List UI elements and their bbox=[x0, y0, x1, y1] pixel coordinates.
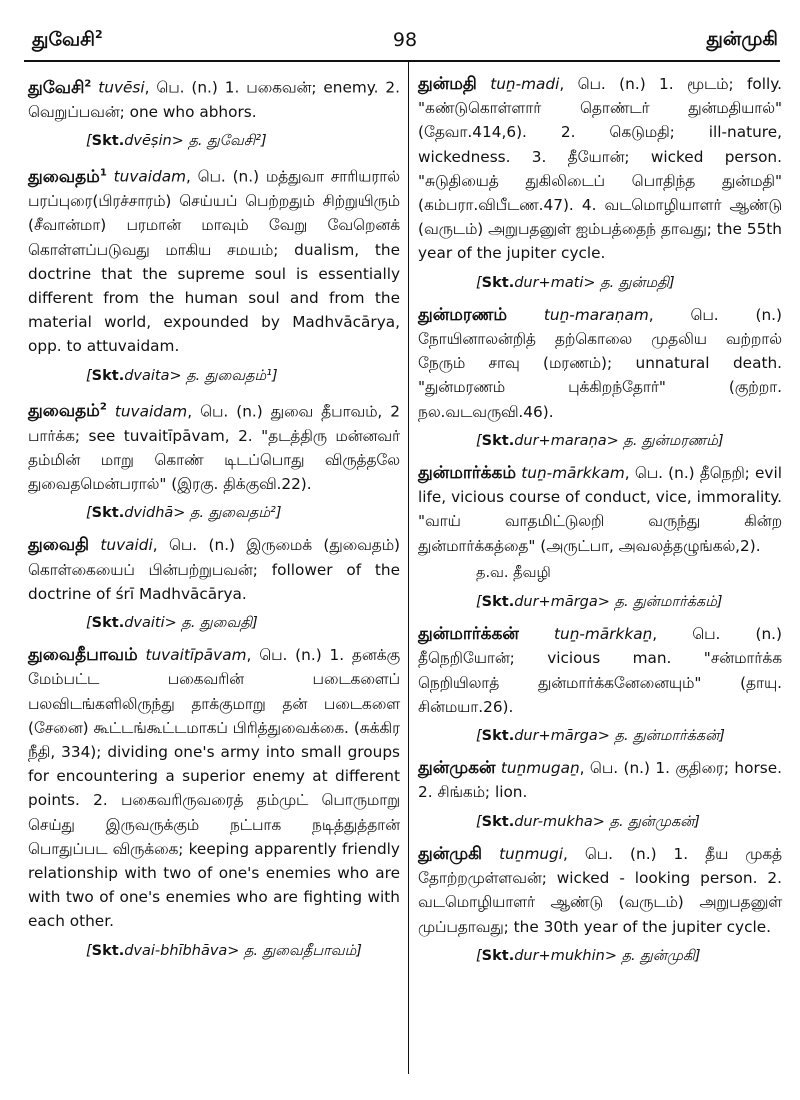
entry-etymology bbox=[418, 810, 782, 834]
entry-headword bbox=[28, 78, 91, 98]
etymology-open: [ bbox=[476, 274, 482, 291]
entry-definition: , பெ. (n.) துவை தீபாவம், 2 பார்க்க; see tuvaitīpāvam, 2. "தடத்திரு மன்னவர் தம்மின் மாறு கொண் டிடப்பொது விருத்தலே துவைதமென்பரால்" (இரகு. திக்குவி.22). bbox=[28, 402, 400, 494]
etymology-open: [ bbox=[86, 367, 92, 384]
entry-note: த.வ. தீவழி bbox=[476, 564, 551, 581]
dictionary-entry bbox=[418, 622, 782, 719]
entry-headword bbox=[28, 645, 138, 665]
entry-definition: , பெ. (n.) நோயினாலன்றித் தற்கொலை முதலிய வற்றால் நேரும் சாவு (மரணம்); unnatural death. "துன்மரணம் புக்கிறந்தோர்" (குற்றா. நல.வடவருவி.46). bbox=[418, 305, 782, 421]
entry-headword bbox=[28, 401, 107, 421]
etymology-open: [ bbox=[86, 505, 92, 522]
dictionary-entry bbox=[418, 842, 782, 939]
entry-definition: , பெ. (n.) தீநெறி; evil life, vicious course of conduct, vice, immorality. "வாய் வாதமிட்டுலறி வருந்து கின்ற துன்மார்க்கத்தை" (அருட்பா, அவலத்தழுங்கல்,2). bbox=[418, 464, 782, 555]
etymology-source: Skt. bbox=[91, 942, 125, 959]
headword-text: துன்மார்க்கன் bbox=[418, 624, 519, 645]
headword-text: துவேசி bbox=[28, 77, 85, 98]
entry-etymology bbox=[418, 271, 782, 295]
etymology-open: [ bbox=[476, 432, 482, 449]
entry-etymology bbox=[28, 939, 400, 963]
etymology-source: Skt. bbox=[481, 432, 515, 449]
headword-text: துன்மதி bbox=[418, 74, 477, 94]
entry-etymology bbox=[28, 611, 400, 635]
etymology-text: dur+maraṇa> த. துன்மரணம்] bbox=[514, 432, 724, 449]
etymology-source: Skt. bbox=[481, 274, 515, 291]
entry-etymology bbox=[418, 590, 782, 614]
headword-text: துவைதி bbox=[28, 535, 90, 556]
entry-headword bbox=[418, 758, 495, 778]
entry-definition: , பெ. (n.) 1. தனக்கு மேம்பட்ட பகைவரின் படைகளைப் பலவிடங்களிலிருந்து தாக்குமாறு தன் படைகளை (சேனை) கூட்டங்கூட்டமாகப் பிரித்துவைக்கை. (சுக்கிர நீதி, 334); dividing one's army into small groups for encountering a superior enemy at different points. 2. பகைவரிருவரைத் தம்முட் பொருமாறு செய்து இருவருக்கும் நட்பாக நடித்துத்தான் பொதுப்பட விருக்கை; keeping apparently friendly relationship with two of one's enemies who are with two of one's enemies who are fighting with each other. bbox=[28, 646, 400, 931]
etymology-source: Skt. bbox=[91, 505, 125, 522]
headword-text: துவைதம் bbox=[28, 401, 100, 422]
entry-headword bbox=[418, 305, 507, 325]
headword-text: துன்மரணம் bbox=[418, 304, 508, 325]
entry-transliteration: tuvēsi bbox=[98, 78, 145, 97]
headword-text: துவைதீபாவம் bbox=[28, 645, 138, 666]
etymology-text: dvai-bhībhāva> த. துவைதீபாவம்] bbox=[124, 942, 362, 959]
running-header bbox=[32, 26, 778, 56]
etymology-text: dvidhā> த. துவைதம்²] bbox=[124, 505, 282, 522]
etymology-open: [ bbox=[86, 133, 92, 150]
entry-etymology bbox=[28, 364, 400, 388]
dictionary-entry bbox=[28, 643, 400, 933]
etymology-source: Skt. bbox=[481, 947, 515, 964]
etymology-text: dur+mukhin> த. துன்முகி] bbox=[514, 947, 701, 964]
dictionary-entry bbox=[418, 303, 782, 424]
entry-etymology bbox=[418, 944, 782, 968]
dictionary-entry bbox=[28, 161, 400, 358]
entry-etymology bbox=[418, 429, 782, 453]
etymology-source: Skt. bbox=[481, 728, 515, 745]
etymology-open: [ bbox=[476, 728, 482, 745]
entry-definition: , பெ. (n.) 1. தீய முகத் தோற்றமுள்ளவன்; wicked - looking person. 2. வடமொழியாளர் ஆண்டு (வருடம்) அறுபதனுள் முப்பதாவது; the 30th year of the jupiter cycle. bbox=[418, 844, 782, 936]
etymology-source: Skt. bbox=[481, 594, 515, 611]
etymology-source: Skt. bbox=[91, 615, 125, 632]
entry-transliteration: tuṉ-mārkkaṉ bbox=[554, 625, 653, 644]
etymology-text: dur+mārga> த. துன்மார்க்கன்] bbox=[514, 728, 725, 745]
entry-headword bbox=[418, 624, 519, 644]
entry-headword bbox=[28, 167, 107, 187]
dictionary-entry bbox=[28, 72, 400, 124]
headword-text: துன்முகன் bbox=[418, 758, 496, 779]
etymology-text: dvaiti> த. துவைதி] bbox=[124, 615, 258, 632]
etymology-open: [ bbox=[86, 615, 92, 632]
header-left-guideword: துவேசி$^2$ bbox=[32, 28, 103, 51]
entry-headword bbox=[418, 74, 477, 94]
entry-transliteration: tuṉ-madi bbox=[490, 75, 560, 93]
entry-transliteration: tuṉ-mārkkam bbox=[521, 464, 625, 483]
entry-definition: , பெ. (n.) 1. பகைவன்; enemy. 2. வெறுப்பவன்; one who abhors. bbox=[28, 78, 400, 121]
headword-text: துவைதம் bbox=[28, 166, 100, 187]
header-rule bbox=[24, 60, 780, 62]
entry-definition: , பெ. (n.) தீநெறியோன்; vicious man. "சன்மார்க்க நெறியிலாத் துன்மார்க்கனேனையும்" (தாயு. சின்மயா.26). bbox=[418, 625, 782, 716]
etymology-open: [ bbox=[476, 947, 482, 964]
entry-headword bbox=[28, 535, 89, 555]
etymology-text: dur+mati> த. துன்மதி] bbox=[514, 274, 675, 291]
dictionary-entry bbox=[418, 756, 782, 804]
etymology-source: Skt. bbox=[481, 813, 515, 830]
etymology-text: dur+mārga> த. துன்மார்க்கம்] bbox=[514, 594, 723, 611]
entry-etymology bbox=[28, 501, 400, 525]
entry-transliteration: tuṉmugaṉ bbox=[500, 759, 580, 778]
entry-transliteration: tuvaitīpāvam bbox=[145, 646, 247, 665]
etymology-text: dur-mukha> த. துன்முகன்] bbox=[514, 813, 700, 830]
entry-headword bbox=[418, 844, 482, 864]
entry-etymology bbox=[418, 724, 782, 748]
entry-etymology bbox=[28, 129, 400, 153]
entry-transliteration: tuṉmugi bbox=[499, 844, 564, 863]
headword-superscript: 2 bbox=[84, 78, 92, 89]
entry-definition: , பெ. (n.) மத்துவா சாரியரால் பரப்புரை(பிரச்சாரம்) செய்யப் பெற்றதும் சிற்றுயிரும் (சீவான்மா) பரமான் மாவும் வேறு வேறெனக் கொள்ளப்படுவது மாகிய சமயம்; dualism, the doctrine that the supreme soul is essentially different from the human soul and from the material world, expounded by Madhvācārya, opp. to attuvaidam. bbox=[28, 167, 400, 356]
etymology-text: dvēṣin> த. துவேசி²] bbox=[124, 133, 267, 150]
entry-definition: , பெ. (n.) இருமைக் (துவைதம்) கொள்கையைப் பின்பற்றுபவன்; follower of the doctrine of śrī Madhvācārya. bbox=[28, 536, 400, 603]
etymology-text: dvaita> த. துவைதம்¹] bbox=[124, 367, 278, 384]
entry-transliteration: tuvaidi bbox=[100, 536, 153, 555]
headword-text: துன்மார்க்கம் bbox=[418, 463, 517, 484]
etymology-open: [ bbox=[86, 942, 92, 959]
etymology-open: [ bbox=[476, 813, 482, 830]
left-column bbox=[28, 72, 400, 971]
entry-definition: , பெ. (n.) 1. மூடம்; folly. "கண்டுகொள்ளார் தொண்டர் துன்மதியால்" (தேவா.414,6). 2. கெடுமதி; ill-nature, wickedness. 3. தீயோன்; wicked person. "சுடுதியைத் துகிலிடைப் பொதிந்த துன்மதி" (கம்பரா.விபீடண.47). 4. வடமொழியாளர் ஆண்டு (வருடம்) அறுபதனுள் ஐம்பத்தைந் தாவது; the 55th year of the jupiter cycle. bbox=[418, 75, 782, 263]
entry-headword bbox=[418, 463, 516, 483]
right-column bbox=[418, 72, 782, 976]
entry-transliteration: tuṉ-maraṇam bbox=[543, 305, 649, 324]
dictionary-entry bbox=[418, 461, 782, 558]
headword-superscript: 1 bbox=[99, 167, 107, 179]
etymology-source: Skt. bbox=[91, 367, 125, 384]
entry-transliteration: tuvaidam bbox=[114, 402, 188, 421]
dictionary-entry bbox=[28, 396, 400, 496]
headword-text: துன்முகி bbox=[418, 843, 483, 864]
dictionary-entry bbox=[418, 72, 782, 266]
header-right-guideword: துன்முகி bbox=[706, 28, 778, 50]
dictionary-entry bbox=[28, 533, 400, 606]
entry-transliteration: tuvaidam bbox=[113, 167, 186, 186]
entry-definition: , பெ. (n.) 1. குதிரை; horse. 2. சிங்கம்; lion. bbox=[418, 759, 782, 802]
etymology-source: Skt. bbox=[91, 133, 125, 150]
headword-superscript: 2 bbox=[99, 401, 107, 413]
column-separator bbox=[408, 62, 409, 1074]
page-number: 98 bbox=[392, 29, 418, 51]
etymology-open: [ bbox=[476, 594, 482, 611]
